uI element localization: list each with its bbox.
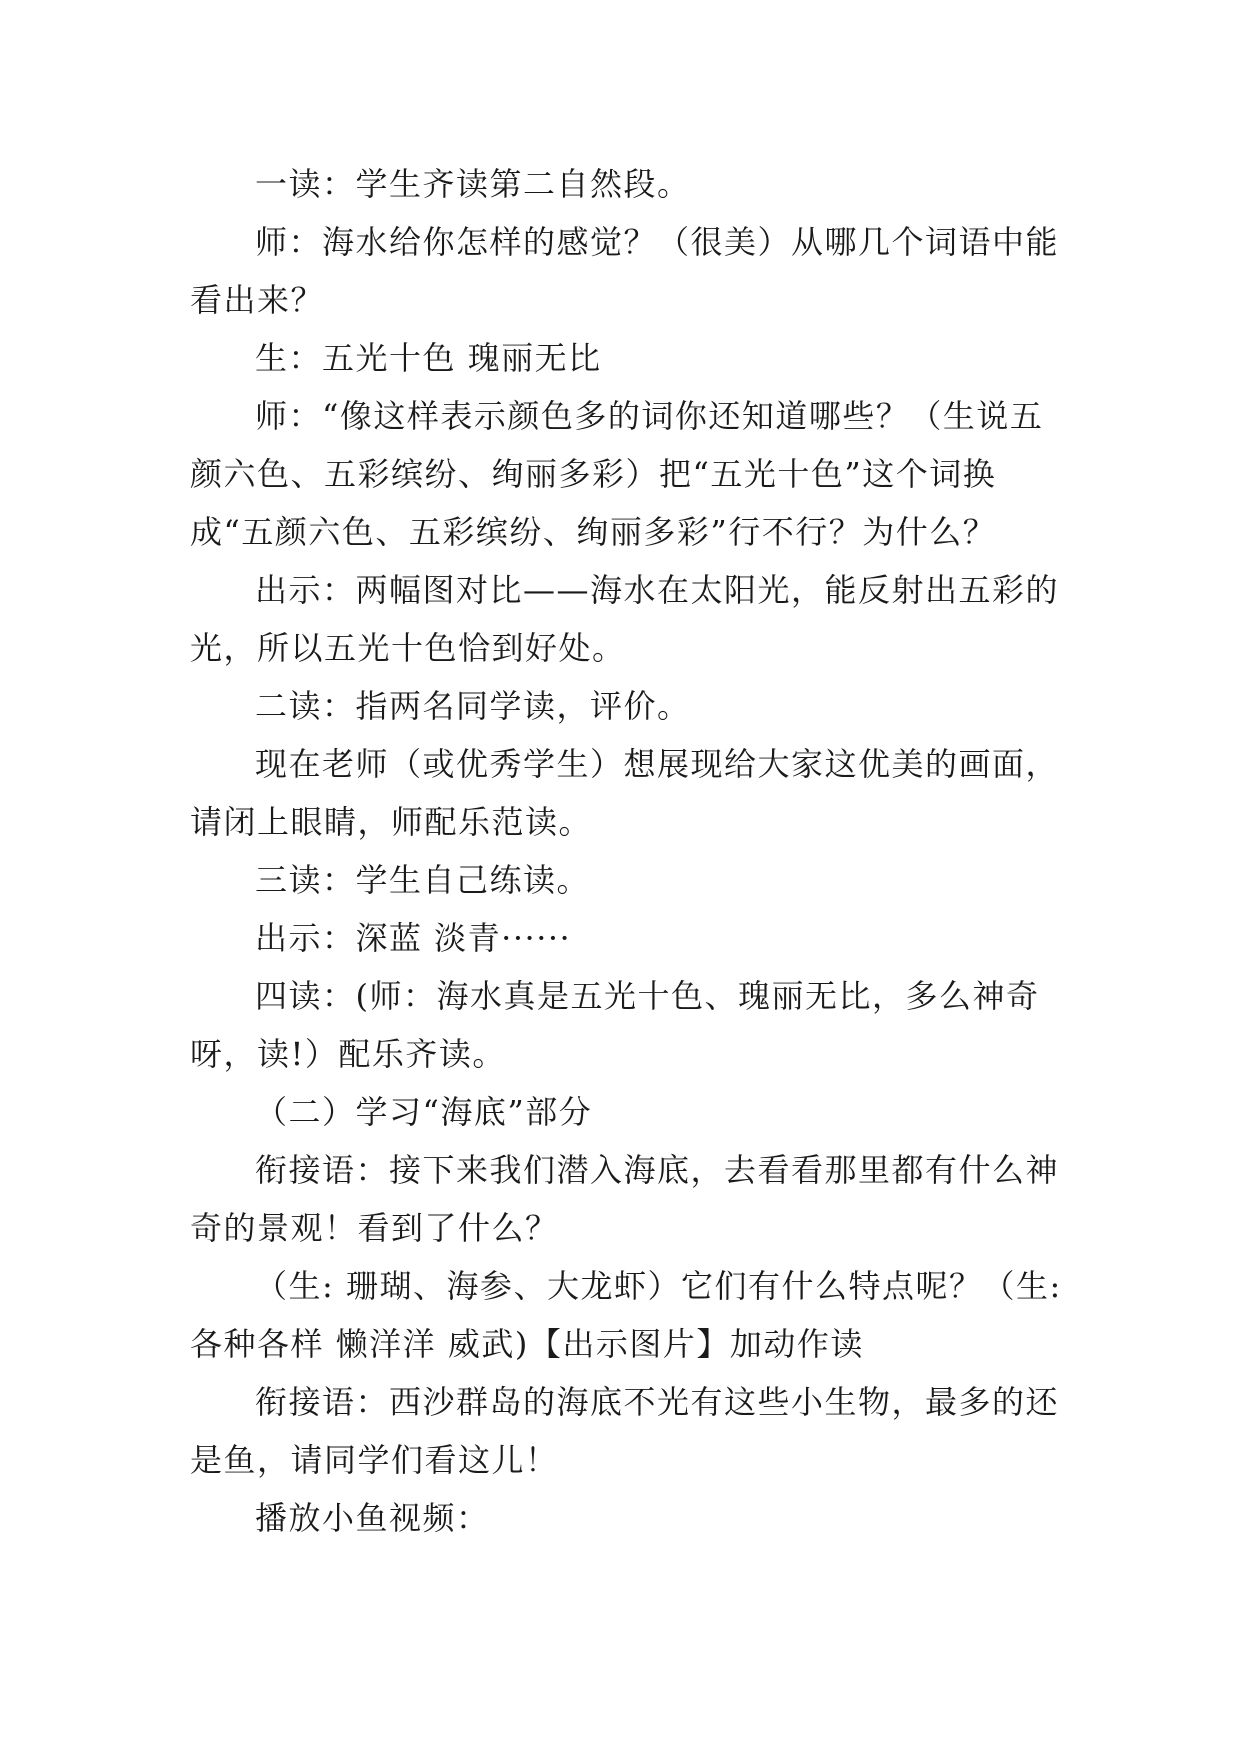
paragraph-third-reading: 三读：学生自己练读。: [255, 861, 591, 899]
paragraph-show-comparison: 出示：两幅图对比——海水在太阳光，能反射出五彩的光，所以五光十色恰到好处。: [190, 571, 1060, 667]
paragraph-teacher-color-words: 师：“像这样表示颜色多的词你还知道哪些？（生说五颜六色、五彩缤纷、绚丽多彩）把“五光十色”这个词换成“五颜六色、五彩缤纷、绚丽多彩”行不行？为什么？: [190, 397, 1044, 551]
paragraph-creatures-features: （生: 珊瑚、海参、大龙虾）它们有什么特点呢？（生: 各种各样 懒洋洋 威武)【出示图片】加动作读: [190, 1267, 1062, 1363]
paragraph-first-reading: 一读：学生齐读第二自然段。: [255, 165, 691, 203]
paragraph-play-video: 播放小鱼视频：: [255, 1499, 490, 1537]
paragraph-transition-fish: 衔接语：西沙群岛的海底不光有这些小生物，最多的还是鱼，请同学们看这儿！: [190, 1383, 1060, 1479]
section-heading-seabed: （二）学习“海底”部分: [255, 1093, 593, 1131]
paragraph-show-colors: 出示：深蓝 淡青······: [255, 919, 572, 957]
paragraph-teacher-question-sea-water: 师：海水给你怎样的感觉？（很美）从哪几个词语中能看出来？: [190, 223, 1060, 319]
paragraph-fourth-reading: 四读：(师：海水真是五光十色、瑰丽无比，多么神奇呀，读!）配乐齐读。: [190, 977, 1040, 1073]
paragraph-second-reading: 二读：指两名同学读，评价。: [255, 687, 691, 725]
document-body: [190, 155, 1070, 1547]
paragraph-teacher-model-reading: 现在老师（或优秀学生）想展现给大家这优美的画面，请闭上眼睛，师配乐范读。: [190, 745, 1060, 841]
paragraph-transition-seabed: 衔接语：接下来我们潜入海底，去看看那里都有什么神奇的景观！看到了什么？: [190, 1151, 1060, 1247]
paragraph-student-answer: 生：五光十色 瑰丽无比: [255, 339, 602, 377]
